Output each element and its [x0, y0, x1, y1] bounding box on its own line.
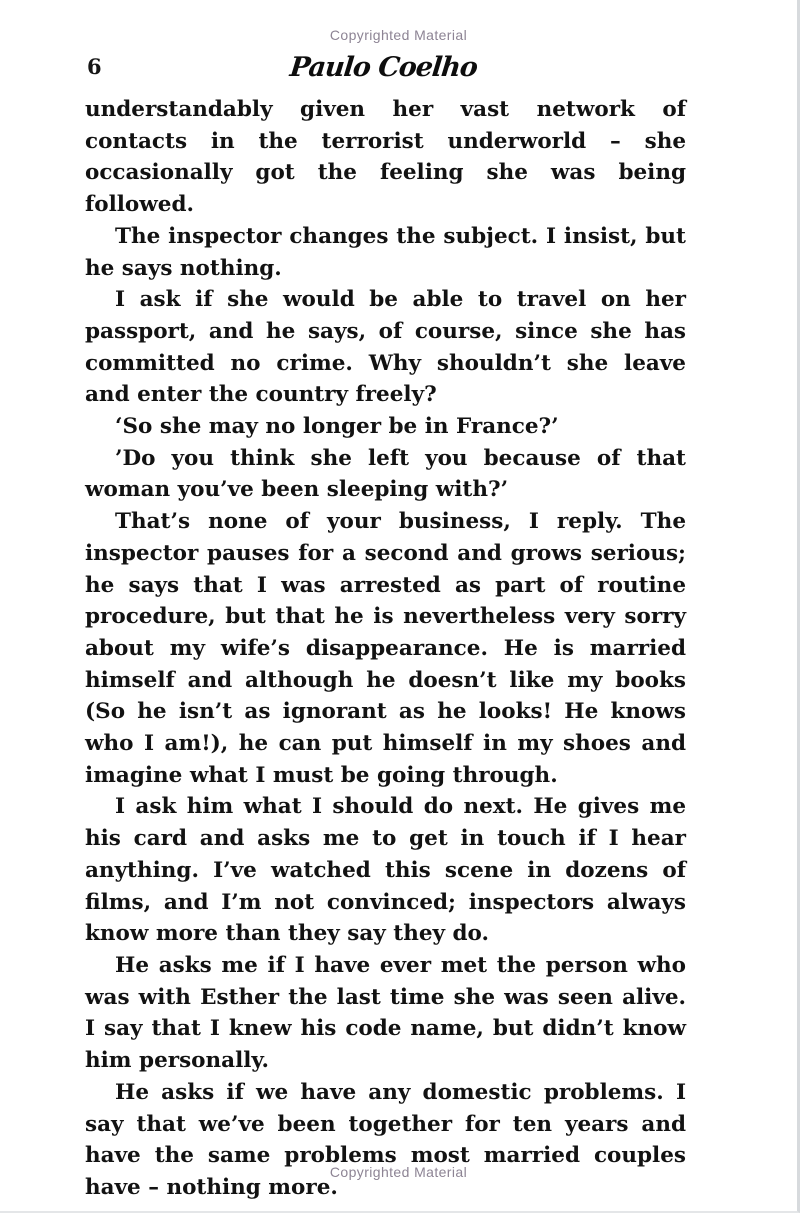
- paragraph: That’s none of your business, I reply. The inspector pauses for a second and grows serious; he says that I was arrested as part of routine procedure, but that he is nevertheless very sorry about my wife’s disappearance. He is married himself and although he doesn’t like my books (So he isn’t as ignorant as he looks! He knows who I am!), he can put himself in my shoes and imagine what I must be going through.: [85, 509, 686, 788]
- paragraph: I ask him what I should do next. He gives me his card and asks me to get in touch if I hear anything. I’ve watched this scene in dozens of films, and I’m not convinced; inspectors always know more than they say they do.: [85, 794, 686, 947]
- copyright-notice-bottom: Copyrighted Material: [329, 1164, 468, 1180]
- copyright-notice-top: Copyrighted Material: [329, 27, 468, 43]
- paragraph: ‘So she may no longer be in France?’: [115, 414, 559, 440]
- paragraph: He asks me if I have ever met the person who was with Esther the last time she was seen alive. I say that I knew his code name, but didn’t know him personally.: [85, 952, 686, 1074]
- page-number: 6: [87, 54, 102, 79]
- paragraph: understandably given her vast network of contacts in the terrorist underworld – she occasionally got the feeling she was being followed.: [85, 97, 686, 218]
- paragraph: I ask if she would be able to travel on her passport, and he says, of course, since she has committed no crime. Why shouldn’t she leave and enter the country freely?: [85, 287, 686, 408]
- body-text: [85, 94, 686, 1204]
- page-header: [85, 52, 682, 86]
- paragraph: The inspector changes the subject. I insist, but he says nothing.: [85, 223, 686, 281]
- paragraph: ’Do you think she left you because of that woman you’ve been sleeping with?’: [85, 445, 686, 503]
- paragraph: He asks if we have any domestic problems. I say that we’ve been together for ten years and have the same problems most married couples have – nothing more.: [85, 1079, 686, 1200]
- author-signature: Paulo Coelho: [288, 52, 479, 83]
